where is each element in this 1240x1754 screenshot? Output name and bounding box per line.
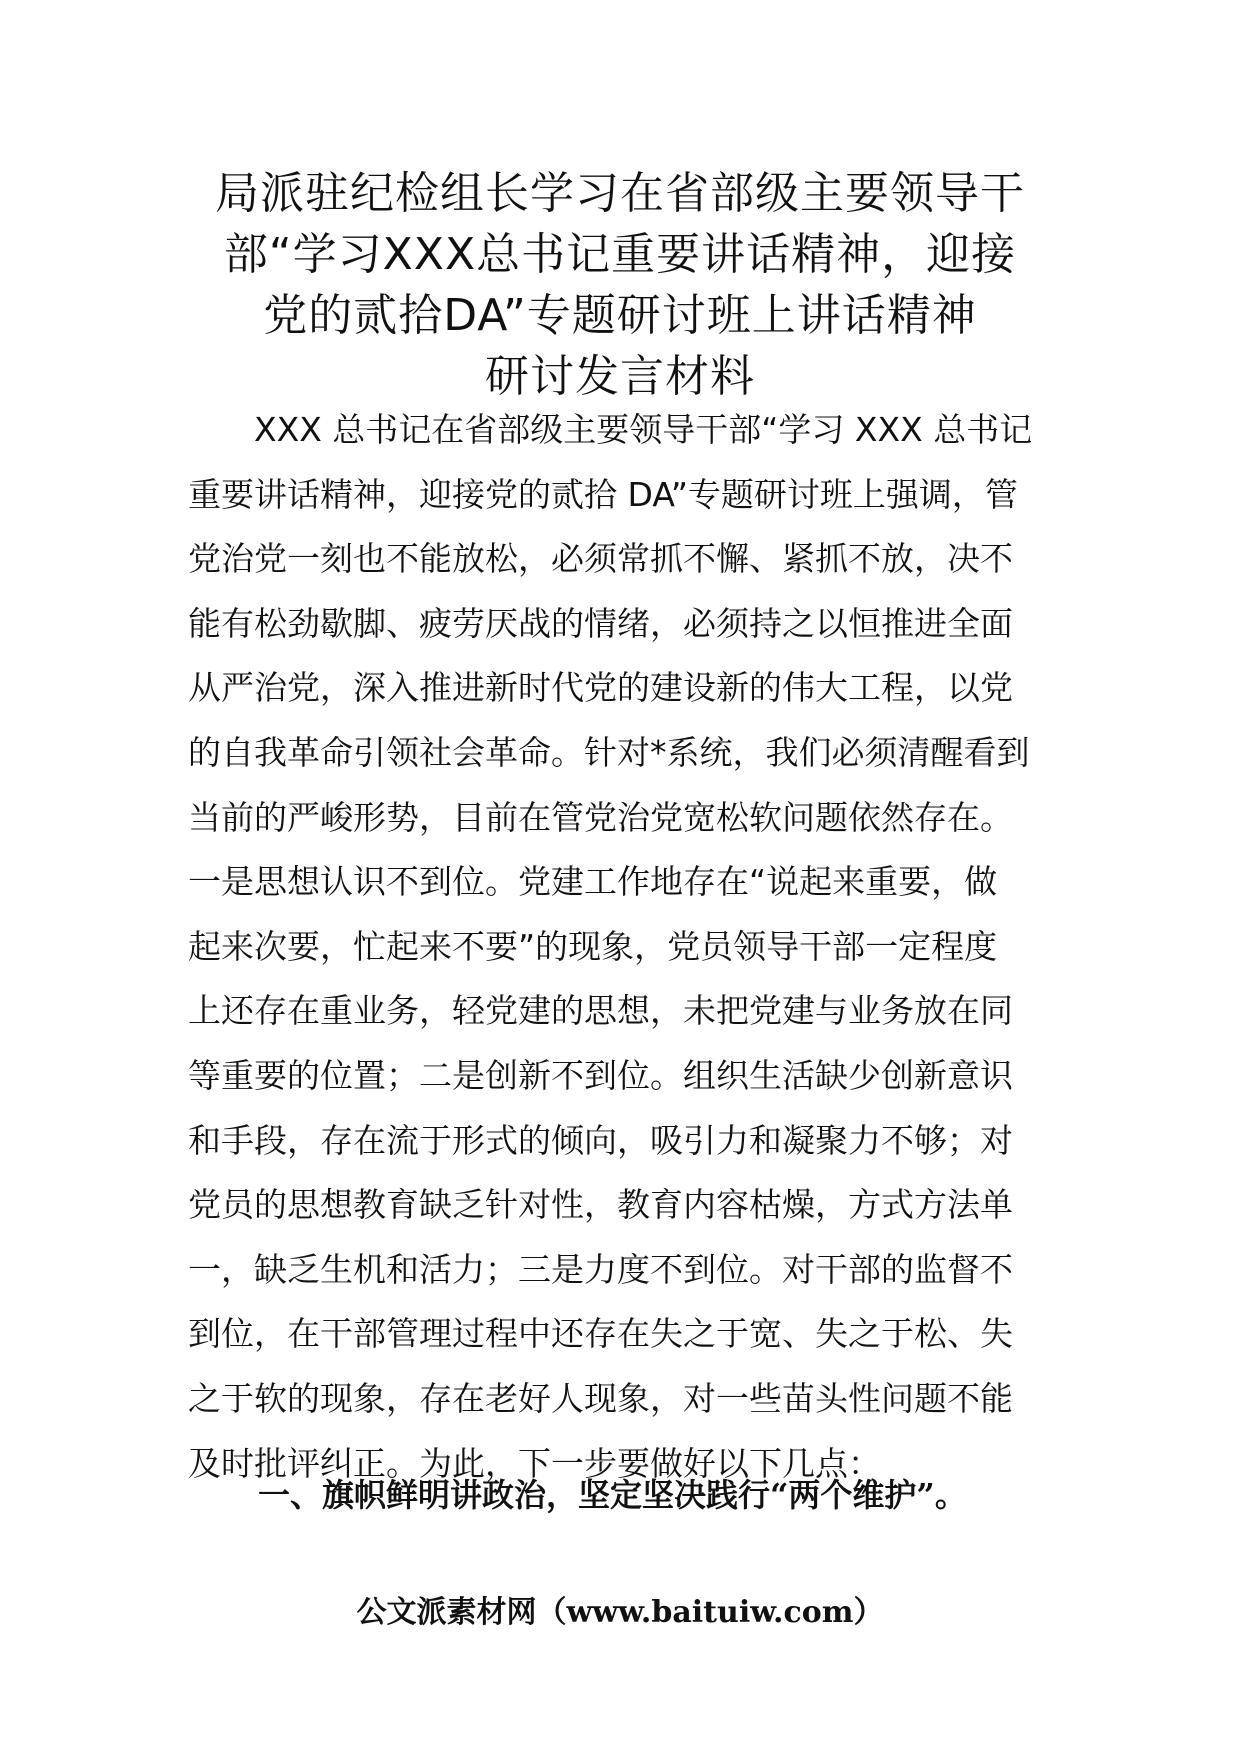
title-line: 党的贰拾DA”专题研讨班上讲话精神 (263, 290, 977, 341)
body-line: 等重要的位置；二是创新不到位。组织生活缺少创新意识 (188, 1055, 1013, 1095)
body-line: 党员的思想教育缺乏针对性，教育内容枯燥，方式方法单 (188, 1185, 1013, 1225)
body-line: 党治党一刻也不能放松，必须常抓不懈、紧抓不放，决不 (188, 539, 1013, 579)
body-line: 之于软的现象，存在老好人现象，对一些苗头性问题不能 (188, 1378, 1013, 1418)
body-line: 重要讲话精神，迎接党的贰拾 DA”专题研讨班上强调，管 (188, 474, 1018, 514)
body-line: 到位，在干部管理过程中还存在失之于宽、失之于松、失 (188, 1314, 1013, 1354)
body-line: 当前的严峻形势，目前在管党治党宽松软问题依然存在。 (188, 797, 1013, 837)
title-line: 局派驻纪检组长学习在省部级主要领导干 (215, 168, 1025, 219)
body-line: 和手段，存在流于形式的倾向，吸引力和凝聚力不够；对 (188, 1120, 1013, 1160)
body-line: 及时批评纠正。为此，下一步要做好以下几点： (188, 1443, 881, 1483)
body-paragraph (188, 398, 1058, 1496)
section-heading: 一、旗帜鲜明讲政治，坚定坚决践行“两个维护”。 (258, 1476, 967, 1514)
title-line: 部“学习XXX总书记重要讲话精神，迎接 (223, 229, 1017, 280)
body-line: 一，缺乏生机和活力；三是力度不到位。对干部的监督不 (188, 1249, 1013, 1289)
body-line: 起来次要，忙起来不要”的现象，党员领导干部一定程度 (188, 926, 998, 966)
body-line: 的自我革命引领社会革命。针对*系统，我们必须清醒看到 (188, 732, 1030, 772)
body-line: 从严治党，深入推进新时代党的建设新的伟大工程，以党 (188, 668, 1013, 708)
body-line: 一是思想认识不到位。党建工作地存在“说起来重要，做 (188, 862, 998, 902)
body-line: 能有松劲歇脚、疲劳厌战的情绪，必须持之以恒推进全面 (188, 603, 1013, 643)
document-title (150, 163, 1090, 407)
body-line: 上还存在重业务，轻党建的思想，未把党建与业务放在同 (188, 991, 1013, 1031)
body-line: XXX 总书记在省部级主要领导干部“学习 XXX 总书记 (254, 410, 1033, 449)
title-line: 研讨发言材料 (485, 351, 755, 402)
footer-source: 公文派素材网（www.baituiw.com） (356, 1595, 884, 1630)
